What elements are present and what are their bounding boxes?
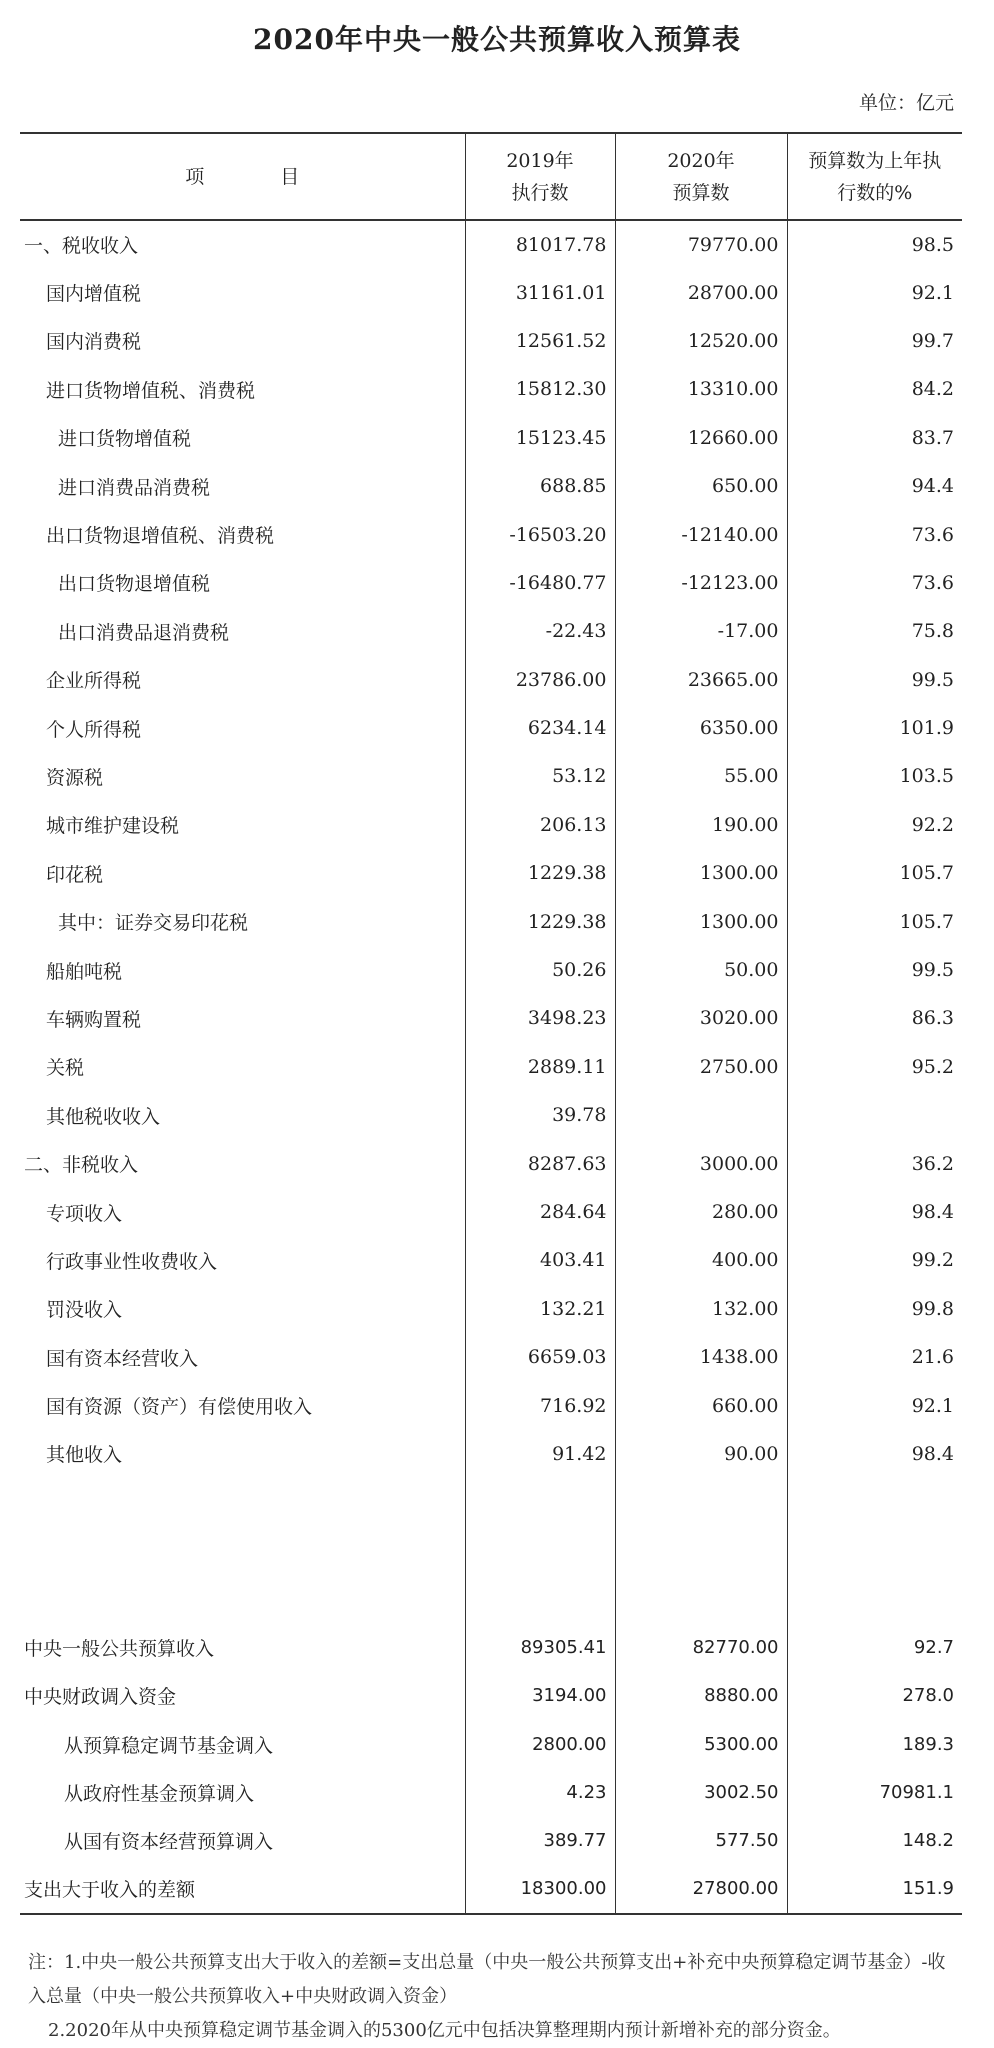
value-percent: 92.1 <box>787 1381 962 1429</box>
note-2: 2.2020年从中央预算稳定调节基金调入的5300亿元中包括决算整理期内预计新增补充的部分资金。 <box>48 2020 841 2041</box>
value-2020: 28700.00 <box>615 268 787 316</box>
value-2020: -17.00 <box>615 607 787 655</box>
value-2020: 3000.00 <box>615 1139 787 1187</box>
value-2019: -22.43 <box>465 607 615 655</box>
value-2020: 90.00 <box>615 1430 787 1478</box>
value-2020: 27800.00 <box>615 1865 787 1913</box>
table-row <box>20 1430 962 1478</box>
table-row <box>20 1285 962 1333</box>
table-row <box>20 1139 962 1187</box>
value-2019: 206.13 <box>465 801 615 849</box>
value-2019: 2800.00 <box>465 1720 615 1768</box>
value-percent: 103.5 <box>787 752 962 800</box>
value-2019: 3498.23 <box>465 994 615 1042</box>
value-percent: 84.2 <box>787 365 962 413</box>
table-row <box>20 1623 962 1671</box>
value-2020: 1300.00 <box>615 849 787 897</box>
table-row <box>20 1091 962 1139</box>
table-row <box>20 220 962 268</box>
value-2019: 688.85 <box>465 462 615 510</box>
row-label: 罚没收入 <box>46 1299 123 1322</box>
table-row <box>20 1720 962 1768</box>
value-2020: 400.00 <box>615 1236 787 1284</box>
row-label: 二、非税收入 <box>24 1154 139 1177</box>
table-row <box>20 510 962 558</box>
table-row <box>20 607 962 655</box>
table-row <box>20 1381 962 1429</box>
value-2020: 79770.00 <box>615 220 787 268</box>
value-2020: 13310.00 <box>615 365 787 413</box>
table-row <box>20 994 962 1042</box>
value-percent: 36.2 <box>787 1139 962 1187</box>
row-label: 一、税收收入 <box>24 235 139 258</box>
value-2020: 50.00 <box>615 946 787 994</box>
row-label: 进口消费品消费税 <box>58 476 211 499</box>
value-2019: 53.12 <box>465 752 615 800</box>
value-2020: 55.00 <box>615 752 787 800</box>
value-2020: 12660.00 <box>615 414 787 462</box>
value-2019: 89305.41 <box>465 1623 615 1671</box>
value-2019: 91.42 <box>465 1430 615 1478</box>
value-2020: 8880.00 <box>615 1672 787 1720</box>
row-label: 行政事业性收费收入 <box>46 1250 218 1273</box>
value-2020: 1438.00 <box>615 1333 787 1381</box>
spacer-cell <box>787 1478 962 1623</box>
value-2020: 280.00 <box>615 1188 787 1236</box>
table-row <box>20 946 962 994</box>
row-label: 国内增值税 <box>46 283 142 306</box>
value-2020: 5300.00 <box>615 1720 787 1768</box>
value-percent: 151.9 <box>787 1865 962 1913</box>
note-1: 注：1.中央一般公共预算支出大于收入的差额=支出总量（中央一般公共预算支出+补充中央预算稳定调节基金）-收入总量（中央一般公共预算收入+中央财政调入资金） <box>28 1952 946 2007</box>
value-percent: 98.4 <box>787 1188 962 1236</box>
value-2019: 6659.03 <box>465 1333 615 1381</box>
table-row <box>20 656 962 704</box>
value-percent: 99.7 <box>787 317 962 365</box>
row-label: 车辆购置税 <box>46 1008 142 1031</box>
table-spacer-row <box>20 1478 962 1623</box>
value-2020: 3002.50 <box>615 1768 787 1816</box>
value-2019: 4.23 <box>465 1768 615 1816</box>
value-2020: 3020.00 <box>615 994 787 1042</box>
value-percent <box>787 1091 962 1139</box>
value-percent: 94.4 <box>787 462 962 510</box>
value-2019: 18300.00 <box>465 1865 615 1913</box>
value-2019: 284.64 <box>465 1188 615 1236</box>
value-2019: 1229.38 <box>465 897 615 945</box>
value-percent: 105.7 <box>787 849 962 897</box>
value-2019: 15812.30 <box>465 365 615 413</box>
row-label: 中央财政调入资金 <box>24 1686 177 1709</box>
value-percent: 99.5 <box>787 946 962 994</box>
row-label: 关税 <box>46 1057 85 1080</box>
table-row <box>20 365 962 413</box>
value-percent: 73.6 <box>787 559 962 607</box>
page-title: 2020年中央一般公共预算收入预算表 <box>253 23 741 56</box>
value-2020: 132.00 <box>615 1285 787 1333</box>
table-row <box>20 1188 962 1236</box>
value-percent: 86.3 <box>787 994 962 1042</box>
value-2020: 12520.00 <box>615 317 787 365</box>
value-2019: 39.78 <box>465 1091 615 1139</box>
table-header-row <box>20 133 962 220</box>
value-percent: 99.2 <box>787 1236 962 1284</box>
value-percent: 95.2 <box>787 1043 962 1091</box>
value-2020: 190.00 <box>615 801 787 849</box>
row-label: 企业所得税 <box>46 670 142 693</box>
value-percent: 98.5 <box>787 220 962 268</box>
header-2020: 2020年 预算数 <box>615 133 787 220</box>
row-label: 出口货物退增值税 <box>58 573 211 596</box>
value-percent: 83.7 <box>787 414 962 462</box>
value-percent: 101.9 <box>787 704 962 752</box>
table-row <box>20 1817 962 1865</box>
value-2020: 660.00 <box>615 1381 787 1429</box>
value-percent: 92.2 <box>787 801 962 849</box>
row-label: 出口货物退增值税、消费税 <box>46 525 275 548</box>
value-2019: 132.21 <box>465 1285 615 1333</box>
value-percent: 148.2 <box>787 1817 962 1865</box>
value-2020: 2750.00 <box>615 1043 787 1091</box>
table-row <box>20 414 962 462</box>
row-label: 其中：证券交易印花税 <box>58 912 249 935</box>
value-2020: 650.00 <box>615 462 787 510</box>
header-item: 项 目 <box>20 133 465 220</box>
row-label: 支出大于收入的差额 <box>20 1865 465 1913</box>
row-label: 进口货物增值税、消费税 <box>46 379 256 402</box>
budget-table <box>20 132 962 1915</box>
value-percent: 92.7 <box>787 1623 962 1671</box>
spacer-cell <box>465 1478 615 1623</box>
value-percent: 278.0 <box>787 1672 962 1720</box>
table-row <box>20 268 962 316</box>
value-percent: 75.8 <box>787 607 962 655</box>
row-label: 中央一般公共预算收入 <box>24 1637 215 1660</box>
value-2019: 1229.38 <box>465 849 615 897</box>
value-2019: 31161.01 <box>465 268 615 316</box>
table-row <box>20 1672 962 1720</box>
table-body <box>20 220 962 1914</box>
value-percent: 98.4 <box>787 1430 962 1478</box>
value-2020: 6350.00 <box>615 704 787 752</box>
value-percent: 73.6 <box>787 510 962 558</box>
row-label: 印花税 <box>46 863 104 886</box>
table-row <box>20 559 962 607</box>
value-2020: -12140.00 <box>615 510 787 558</box>
row-label: 国内消费税 <box>46 331 142 354</box>
row-label: 进口货物增值税 <box>58 428 192 451</box>
value-percent: 189.3 <box>787 1720 962 1768</box>
row-label: 出口消费品退消费税 <box>58 621 230 644</box>
table-row <box>20 752 962 800</box>
table-row <box>20 897 962 945</box>
row-label: 其他收入 <box>46 1444 123 1467</box>
row-label: 国有资本经营收入 <box>46 1347 199 1370</box>
value-2020: 1300.00 <box>615 897 787 945</box>
value-2020: 577.50 <box>615 1817 787 1865</box>
spacer-cell <box>20 1478 465 1623</box>
header-2019: 2019年 执行数 <box>465 133 615 220</box>
value-2019: 716.92 <box>465 1381 615 1429</box>
value-2019: 389.77 <box>465 1817 615 1865</box>
value-2020: 82770.00 <box>615 1623 787 1671</box>
value-percent: 99.5 <box>787 656 962 704</box>
value-2019: 15123.45 <box>465 414 615 462</box>
value-2019: 3194.00 <box>465 1672 615 1720</box>
table-row <box>20 317 962 365</box>
value-2019: 403.41 <box>465 1236 615 1284</box>
value-2019: 2889.11 <box>465 1043 615 1091</box>
value-2020: -12123.00 <box>615 559 787 607</box>
row-label: 个人所得税 <box>46 718 142 741</box>
row-label: 从政府性基金预算调入 <box>64 1783 255 1806</box>
value-2020 <box>615 1091 787 1139</box>
row-label: 国有资源（资产）有偿使用收入 <box>46 1396 313 1419</box>
table-row <box>20 1043 962 1091</box>
value-percent: 105.7 <box>787 897 962 945</box>
value-percent: 21.6 <box>787 1333 962 1381</box>
table-row <box>20 1865 962 1913</box>
value-2019: 50.26 <box>465 946 615 994</box>
footnotes <box>28 1946 958 2048</box>
value-2020: 23665.00 <box>615 656 787 704</box>
row-label: 从预算稳定调节基金调入 <box>64 1734 274 1757</box>
value-2019: 81017.78 <box>465 220 615 268</box>
value-percent: 70981.1 <box>787 1768 962 1816</box>
row-label: 其他税收收入 <box>46 1105 161 1128</box>
spacer-cell <box>615 1478 787 1623</box>
unit-label: 单位：亿元 <box>858 92 954 114</box>
value-2019: -16480.77 <box>465 559 615 607</box>
value-percent: 92.1 <box>787 268 962 316</box>
table-row <box>20 704 962 752</box>
table-row <box>20 1768 962 1816</box>
value-percent: 99.8 <box>787 1285 962 1333</box>
row-label: 从国有资本经营预算调入 <box>64 1831 274 1854</box>
table-row <box>20 462 962 510</box>
row-label: 资源税 <box>46 766 104 789</box>
row-label: 专项收入 <box>46 1202 123 1225</box>
value-2019: 12561.52 <box>465 317 615 365</box>
value-2019: 6234.14 <box>465 704 615 752</box>
value-2019: 23786.00 <box>465 656 615 704</box>
table-row <box>20 801 962 849</box>
value-2019: 8287.63 <box>465 1139 615 1187</box>
table-row <box>20 849 962 897</box>
row-label: 城市维护建设税 <box>46 815 180 838</box>
row-label: 船舶吨税 <box>46 960 123 983</box>
value-2019: -16503.20 <box>465 510 615 558</box>
table-row <box>20 1236 962 1284</box>
table-row <box>20 1333 962 1381</box>
header-percent: 预算数为上年执 行数的% <box>787 133 962 220</box>
